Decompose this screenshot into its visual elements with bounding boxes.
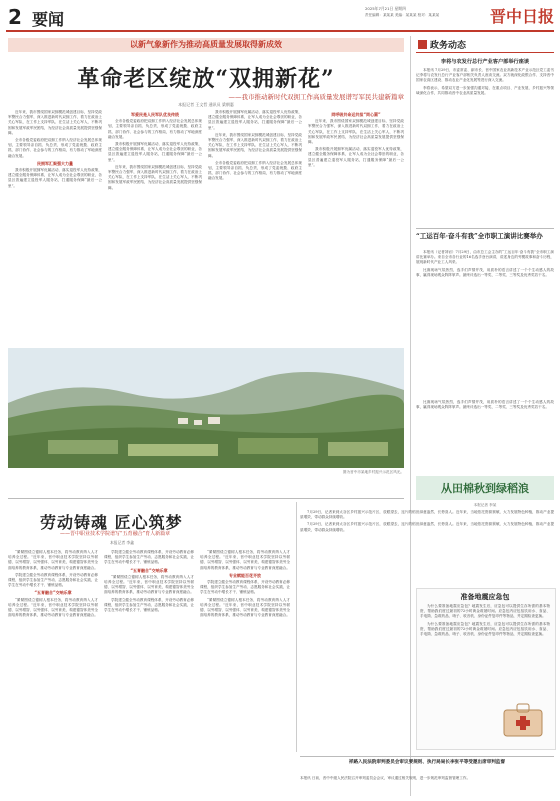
feature-body-2-col2: 学院建立健全劳动教育课程体系，开设劳动教育必修课程，组织学生参加生产劳动、志愿服务和社会实践，让学生在劳动中增长才干、锤炼品格。 [104,550,194,565]
cotton-article-body-text-2: 7月29日，记者来到太谷区乡村振兴示范片区，放眼望去，连片的稻田绿意盎然，长势喜人。近年来，当地依托资源禀赋，大力发展特色种植，推动产业提质增效，带动群众持续增收。 [300,522,554,532]
lead-section-heading-1: 军爱民是人民军队优良传统 [131,112,179,117]
lead-article-body-1: 近年来，我市围绕国家双拥模范城创建目标，坚持党政军警民合力强军，深入推进新时代双拥工作，着力在政治上关心军队、在工作上支持军队、在生活上关心军人，不断巩固和发展军政军民团结，为经济社会高质量发展提供坚强保障。 [8,110,102,135]
lead-article-body-3-col3: 我市积极开展拥军优属活动，落实退役军人优待政策，建立健全服务保障体系，让军人成为全社会尊崇的职业，各县区普遍建立退役军人服务站，打通服务保障“最后一公里”。 [208,110,302,130]
lead-article-body-2: 全市各级党委政府把双拥工作纳入经济社会发展总体规划，主要领导亲自抓、负总责，形成了党委统揽、政府主抓、部门协作、社会参与的工作格局，有力推动了军地深度融合发展。 [8,138,102,158]
right-column-divider [410,36,411,796]
lead-article-body-3-repeat: 我市积极开展拥军优属活动，落实退役军人优待政策，建立健全服务保障体系，让军人成为全社会尊崇的职业，各县区普遍建立退役军人服务站，打通服务保障“最后一公里”。 [108,142,202,162]
cotton-article-body [300,510,554,580]
lead-article-body-1-col4: 近年来，我市围绕国家双拥模范城创建目标，坚持党政军警民合力强军，深入推进新时代双拥工作，着力在政治上关心军队、在工作上支持军队、在生活上关心军人，不断巩固和发展军政军民团结，为经济社会高质量发展提供坚强保障。 [308,119,404,145]
feature-column-2 [104,550,194,795]
masthead-meta-date: 2025年7月21日 星期四 [365,6,406,11]
footer-notice-body: 本报讯 日前，晋中中级人民法院召开审判委员会会议，审议通过相关规则，进一步规范审判监督管理工作。 [300,776,471,780]
lead-article-title: 革命老区绽放“双拥新花” [77,66,335,92]
feature-body-1-repeat: “紧紧围绕立德树人根本任务，将劳动教育纳入人才培养全过程。”近年来，晋中职业技术学院坚持以劳树德、以劳增智、以劳强体、以劳育美，构建德智体美劳全面培养的教育体系，推动劳动教育与专业教育深度融合。 [8,597,98,618]
lead-article-column-2 [108,110,202,346]
politics-section-header: 政务动态 [430,41,467,51]
lead-photo-caption: 图为晋中市某地乡村振兴示范区风光。 [342,470,404,474]
lead-article-body-3: 我市积极开展拥军优属活动，落实退役军人优待政策，建立健全服务保障体系，让军人成为全社会尊崇的职业，各县区普遍建立退役军人服务站，打通服务保障“最后一公里”。 [8,168,102,188]
lead-article-photo [8,348,404,468]
feature-body-2-col3: 学院建立健全劳动教育课程体系，开设劳动教育必修课程，组织学生参加生产劳动、志愿服务和社会实践，让学生在劳动中增长才干、锤炼品格。 [200,580,290,595]
emergency-box-title: 准备地震应急包 [460,592,510,601]
right-lower-body: 比赛现场气氛热烈，选手们声情并茂，用质朴的语言讲述了一个个生动感人的故事，赢得现场观众阵阵掌声。最终评选出一等奖、二等奖、三等奖及优秀奖若干名。 [416,400,554,410]
feature-body-1-col3b: “紧紧围绕立德树人根本任务，将劳动教育纳入人才培养全过程。”近年来，晋中职业技术学院坚持以劳树德、以劳增智、以劳强体、以劳育美，构建德智体美劳全面培养的教育体系，推动劳动教育与专业教育深度融合。 [200,597,290,618]
feature-section-heading-1: “五育融合”交响乐章 [34,590,72,596]
newspaper-logo: 晋中日报 [490,7,555,26]
politics-body [416,68,554,218]
feature-body-1-col3: “紧紧围绕立德树人根本任务，将劳动教育纳入人才培养全过程。”近年来，晋中职业技术学院坚持以劳树德、以劳增智、以劳强体、以劳育美，构建德智体美劳全面培养的教育体系，推动劳动教育与专业教育深度融合。 [200,550,290,570]
lead-section-heading-3: 同呼吸共命运共担“同心圆” [331,112,381,117]
emergency-box-illustration [500,700,546,740]
politics-body-text-2: 李将表示，希望双方进一步加强沟通对接，在重点项目、产业发展、乡村振兴等领域深化合作，共同推动晋中农业高质量发展。 [416,85,554,95]
right-article-body [416,250,554,400]
lead-article-column-1 [8,110,102,346]
banner-text: 以新气象新作为推动高质量发展取得新成效 [130,40,282,49]
lead-article-body-1-repeat: 近年来，我市围绕国家双拥模范城创建目标，坚持党政军警民合力强军，深入推进新时代双拥工作，着力在政治上关心军队、在工作上支持军队、在生活上关心军人，不断巩固和发展军政军民团结，为经济社会高质量发展提供坚强保障。 [108,164,202,190]
feature-column-1 [8,550,98,795]
masthead [0,0,560,30]
lead-article-byline: 本报记者 王文哲 通讯员 梁朝惠 [178,102,234,107]
lead-article-column-3 [208,110,302,346]
lead-article-column-4 [308,110,404,346]
feature-body-1: “紧紧围绕立德树人根本任务，将劳动教育纳入人才培养全过程。”近年来，晋中职业技术学院坚持以劳树德、以劳增智、以劳强体、以劳育美，构建德智体美劳全面培养的教育体系，推动劳动教育与专业教育深度融合。 [8,550,98,570]
feature-column-3 [200,550,290,795]
feature-body-2-col2b: 学院建立健全劳动教育课程体系，开设劳动教育必修课程，组织学生参加生产劳动、志愿服务和社会实践，让学生在劳动中增长才干、锤炼品格。 [104,597,194,613]
right-article-body-text-2: 比赛现场气氛热烈，选手们声情并茂，用质朴的语言讲述了一个个生动感人的故事，赢得现场观众阵阵掌声。最终评选出一等奖、二等奖、三等奖及优秀奖若干名。 [416,267,554,277]
lead-article-body-2-repeat: 全市各级党委政府把双拥工作纳入经济社会发展总体规划，主要领导亲自抓、负总责，形成了党委统揽、政府主抓、部门协作、社会参与的工作格局，有力推动了军地深度融合发展。 [108,119,202,139]
right-article-rule [416,228,554,229]
cotton-article-headline: 从田棉秋到绿稻浪 [441,482,529,495]
politics-body-text: 本报讯 7月29日，市委常委、副市长、晋中国家农业高新技术产业示范区党工委书记李将与农发行总行产业客户部相关负责人座谈交流。双方就深化政银合作、支持晋中国家农高区建设、推动农业产业化发展等进行深入交流。 [416,68,554,83]
right-article-headline: “工运百年·奋斗有我”全市职工演讲比赛举办 [416,232,543,240]
cotton-article-body-text: 7月29日，记者来到太谷区乡村振兴示范片区，放眼望去，连片的稻田绿意盎然，长势喜人。近年来，当地依托资源禀赋，大力发展特色种植，推动产业提质增效，带动群众持续增收。 [300,510,554,520]
feature-article-title: 劳动铸魂 匠心筑梦 [40,513,183,532]
feature-article-subtitle: ——晋中职业技术学院谱写“五育融合”育人新篇章 [60,531,171,537]
footer-rule [300,756,554,757]
lead-article-body-1-col3: 近年来，我市围绕国家双拥模范城创建目标，坚持党政军警民合力强军，深入推进新时代双拥工作，着力在政治上关心军队、在工作上支持军队、在生活上关心军人，不断巩固和发展军政军民团结，为经济社会高质量发展提供坚强保障。 [208,132,302,158]
section-title: 要闻 [32,10,65,29]
emergency-box-body-text-2: 为什么要准备地震应急包？地震发生后，应急包可以提供生存所需的基本物资，帮助我们度过最初的72小时黄金救援时间。应急包内应包括饮用水、食品、手电筒、急救药品、哨子、收音机、身份证件复印件等物品，并定期检查更换。 [420,621,550,637]
feature-body-2: 学院建立健全劳动教育课程体系，开设劳动教育必修课程，组织学生参加生产劳动、志愿服务和社会实践，让学生在劳动中增长才干、锤炼品格。 [8,572,98,588]
lead-section-heading-2: 民拥军汇聚强大力量 [37,160,73,166]
cotton-article-byline: 本报记者 李某 [473,503,497,507]
feature-section-heading-2: 专业赋能百花齐放 [229,572,261,578]
emergency-box-body-text: 为什么要准备地震应急包？地震发生后，应急包可以提供生存所需的基本物资，帮助我们度过最初的72小时黄金救援时间。应急包内应包括饮用水、食品、手电筒、急救药品、哨子、收音机、身份证件复印件等物品，并定期检查更换。 [420,604,550,619]
right-article-body-text: 本报讯（记者刘岩）7月29日，由市总工会主办的“工运百年·奋斗有我”全市职工演讲比赛举办。来自全市各行业的16名选手登台演讲，讲述身边的劳模故事和奋斗历程，展现新时代产业工人风采。 [416,250,554,265]
footer-notice-title: 祥路入民法院审判委员会审议要规则、执行局局长李张平等受邀出席审判监督 [348,760,506,765]
page-number: 2 [8,5,22,29]
masthead-rule [6,30,554,32]
lead-article-body-2-col3: 全市各级党委政府把双拥工作纳入经济社会发展总体规划，主要领导亲自抓、负总责，形成了党委统揽、政府主抓、部门协作、社会参与的工作格局，有力推动了军地深度融合发展。 [208,160,302,181]
lead-feature-separator [8,498,404,499]
feature-section-heading-1-col2: “五育融合”交响乐章 [130,567,168,573]
lead-article-subtitle: ——我市推动新时代双拥工作高质量发展谱写军民共建新篇章 [228,93,404,101]
politics-rule [416,52,554,53]
feature-body-1-col2: “紧紧围绕立德树人根本任务，将劳动教育纳入人才培养全过程。”近年来，晋中职业技术学院坚持以劳树德、以劳增智、以劳强体、以劳育美，构建德智体美劳全面培养的教育体系，推动劳动教育与专业教育深度融合。 [104,574,194,595]
lead-article-body-3-col4: 我市积极开展拥军优属活动，落实退役军人优待政策，建立健全服务保障体系，让军人成为全社会尊崇的职业，各县区普遍建立退役军人服务站，打通服务保障“最后一公里”。 [308,147,404,167]
first-aid-kit-icon [500,700,546,740]
politics-header-icon [418,40,427,49]
right-lower-text [416,400,554,470]
masthead-meta-editors: 责任编辑：某某某 美编：某某某 校对：某某某 [365,13,440,17]
landscape-image [8,348,404,468]
politics-headline: 李将与农发行总行产业客户部举行座谈 [440,59,530,65]
feature-article-byline: 本报记者 李鑫 [110,540,134,545]
feature-right-divider [296,502,297,752]
